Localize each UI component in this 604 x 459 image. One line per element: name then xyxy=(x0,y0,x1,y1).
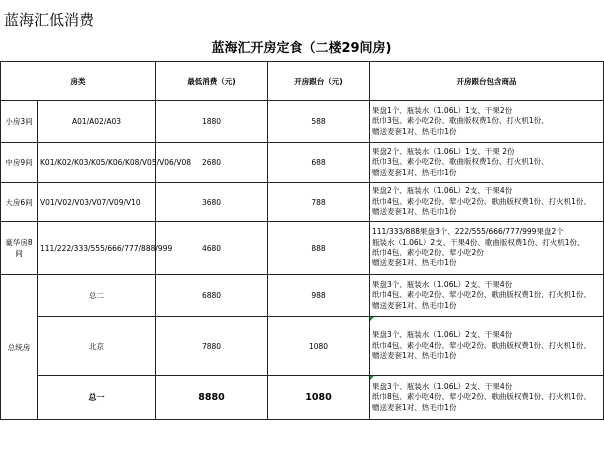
room-numbers: V01/V02/V03/V07/V09/V10 xyxy=(38,183,156,222)
room-type-label: 豪华房8间 xyxy=(1,222,38,275)
table-row xyxy=(1,183,604,222)
table-row xyxy=(1,101,604,143)
open-price-value: 1080 xyxy=(268,376,370,420)
includes-line: 纸巾3包、素小吃2份、歌曲版权费1份、打火机1份、 xyxy=(372,116,549,126)
room-price-table xyxy=(0,61,604,420)
min-spend-value: 6880 xyxy=(156,275,268,317)
min-spend-value: 1880 xyxy=(156,101,268,143)
includes-line: 赠送麦套1对、热毛巾1份 xyxy=(372,351,457,361)
includes-line: 赠送麦套1对、热毛巾1份 xyxy=(372,258,457,268)
header-row xyxy=(1,62,604,101)
min-spend-value: 4680 xyxy=(156,222,268,275)
includes-cell xyxy=(370,222,604,275)
min-spend-value: 7880 xyxy=(156,317,268,376)
includes-cell xyxy=(370,101,604,143)
includes-cell xyxy=(370,183,604,222)
header-room-type: 房类 xyxy=(1,62,156,101)
table-row xyxy=(1,317,604,376)
includes-cell xyxy=(370,317,604,376)
suite-name: 总二 xyxy=(38,275,156,317)
room-numbers: A01/A02/A03 xyxy=(38,101,156,143)
open-price-value: 688 xyxy=(268,143,370,183)
includes-line: 赠送麦套1对、热毛巾1份 xyxy=(372,300,457,310)
includes-cell xyxy=(370,376,604,420)
includes-line: 果盘3个、瓶装水（1.06L）2支、干果4份 xyxy=(372,381,513,391)
open-price-value: 1080 xyxy=(268,317,370,376)
table-row xyxy=(1,222,604,275)
header-includes: 开房跟台包含商品 xyxy=(370,62,604,101)
includes-line: 纸巾4包、素小吃2份、荤小吃2份、歌曲版权费1份、打火机1份、 xyxy=(372,196,591,206)
includes-line: 111/333/888果盘3个、222/555/666/777/999果盘2个 xyxy=(372,227,564,237)
room-type-label: 小房3间 xyxy=(1,101,38,143)
table-title: 蓝海汇开房定食（二楼29间房) xyxy=(211,41,392,56)
open-price-value: 888 xyxy=(268,222,370,275)
table-row xyxy=(1,376,604,420)
includes-line: 赠送麦套1对、热毛巾1份 xyxy=(372,126,457,136)
room-numbers: K01/K02/K03/K05/K06/K08/V05/V06/V08 xyxy=(38,143,156,183)
room-type-label: 总统房 xyxy=(1,275,38,420)
min-spend-value: 2680 xyxy=(156,143,268,183)
open-price-value: 988 xyxy=(268,275,370,317)
includes-line: 赠送麦套1对、热毛巾1份 xyxy=(372,402,457,412)
includes-line: 纸巾4包、素小吃2份、荤小吃2份、歌曲版权费1份、打火机1份、 xyxy=(372,290,591,300)
table-row xyxy=(1,143,604,183)
open-price-value: 588 xyxy=(268,101,370,143)
open-price-value: 788 xyxy=(268,183,370,222)
room-type-label: 中房9间 xyxy=(1,143,38,183)
includes-line: 果盘1个、瓶装水（1.06L）1支、干果2份 xyxy=(372,105,513,115)
includes-line: 果盘2个、瓶装水（1.06L）1支、干果 2份 xyxy=(372,146,515,156)
includes-line: 纸巾8包、素小吃4份、荤小吃2份、歌曲版权费1份、打火机1份、 xyxy=(372,392,591,402)
includes-line: 果盘3个、瓶装水（1.06L）2支、干果4份 xyxy=(372,279,513,289)
header-min-spend: 最低消费（元) xyxy=(156,62,268,101)
includes-cell xyxy=(370,143,604,183)
room-numbers: 111/222/333/555/666/777/888/999 xyxy=(38,222,156,275)
includes-line: 赠送麦套1对、热毛巾1份 xyxy=(372,207,457,217)
includes-line: 纸巾3包、素小吃2份、歌曲版权费1份、打火机1份、 xyxy=(372,157,549,167)
includes-line: 赠送麦套1对、热毛巾1份 xyxy=(372,167,457,177)
includes-cell xyxy=(370,275,604,317)
page-title: 蓝海汇低消费 xyxy=(4,11,95,29)
min-spend-value: 3680 xyxy=(156,183,268,222)
suite-name: 总一 xyxy=(38,376,156,420)
header-open-price: 开房跟台（元) xyxy=(268,62,370,101)
includes-line: 纸巾4包、素小吃2份、荤小吃2份 xyxy=(372,248,484,257)
includes-line: 果盘2个、瓶装水（1.06L）2支、干果4份 xyxy=(372,186,513,196)
includes-line: 果盘3个、瓶装水（1.06L）2支、干果4份 xyxy=(372,330,513,340)
min-spend-value: 8880 xyxy=(156,376,268,420)
includes-line: 瓶装水（1.06L）2支、干果4份、歌曲版权费1份、打火机1份、 xyxy=(372,237,585,247)
room-type-label: 大房6间 xyxy=(1,183,38,222)
suite-name: 北京 xyxy=(38,317,156,376)
table-row xyxy=(1,275,604,317)
includes-line: 纸巾4包、素小吃4份、荤小吃2份、歌曲版权费1份、打火机1份、 xyxy=(372,340,591,350)
